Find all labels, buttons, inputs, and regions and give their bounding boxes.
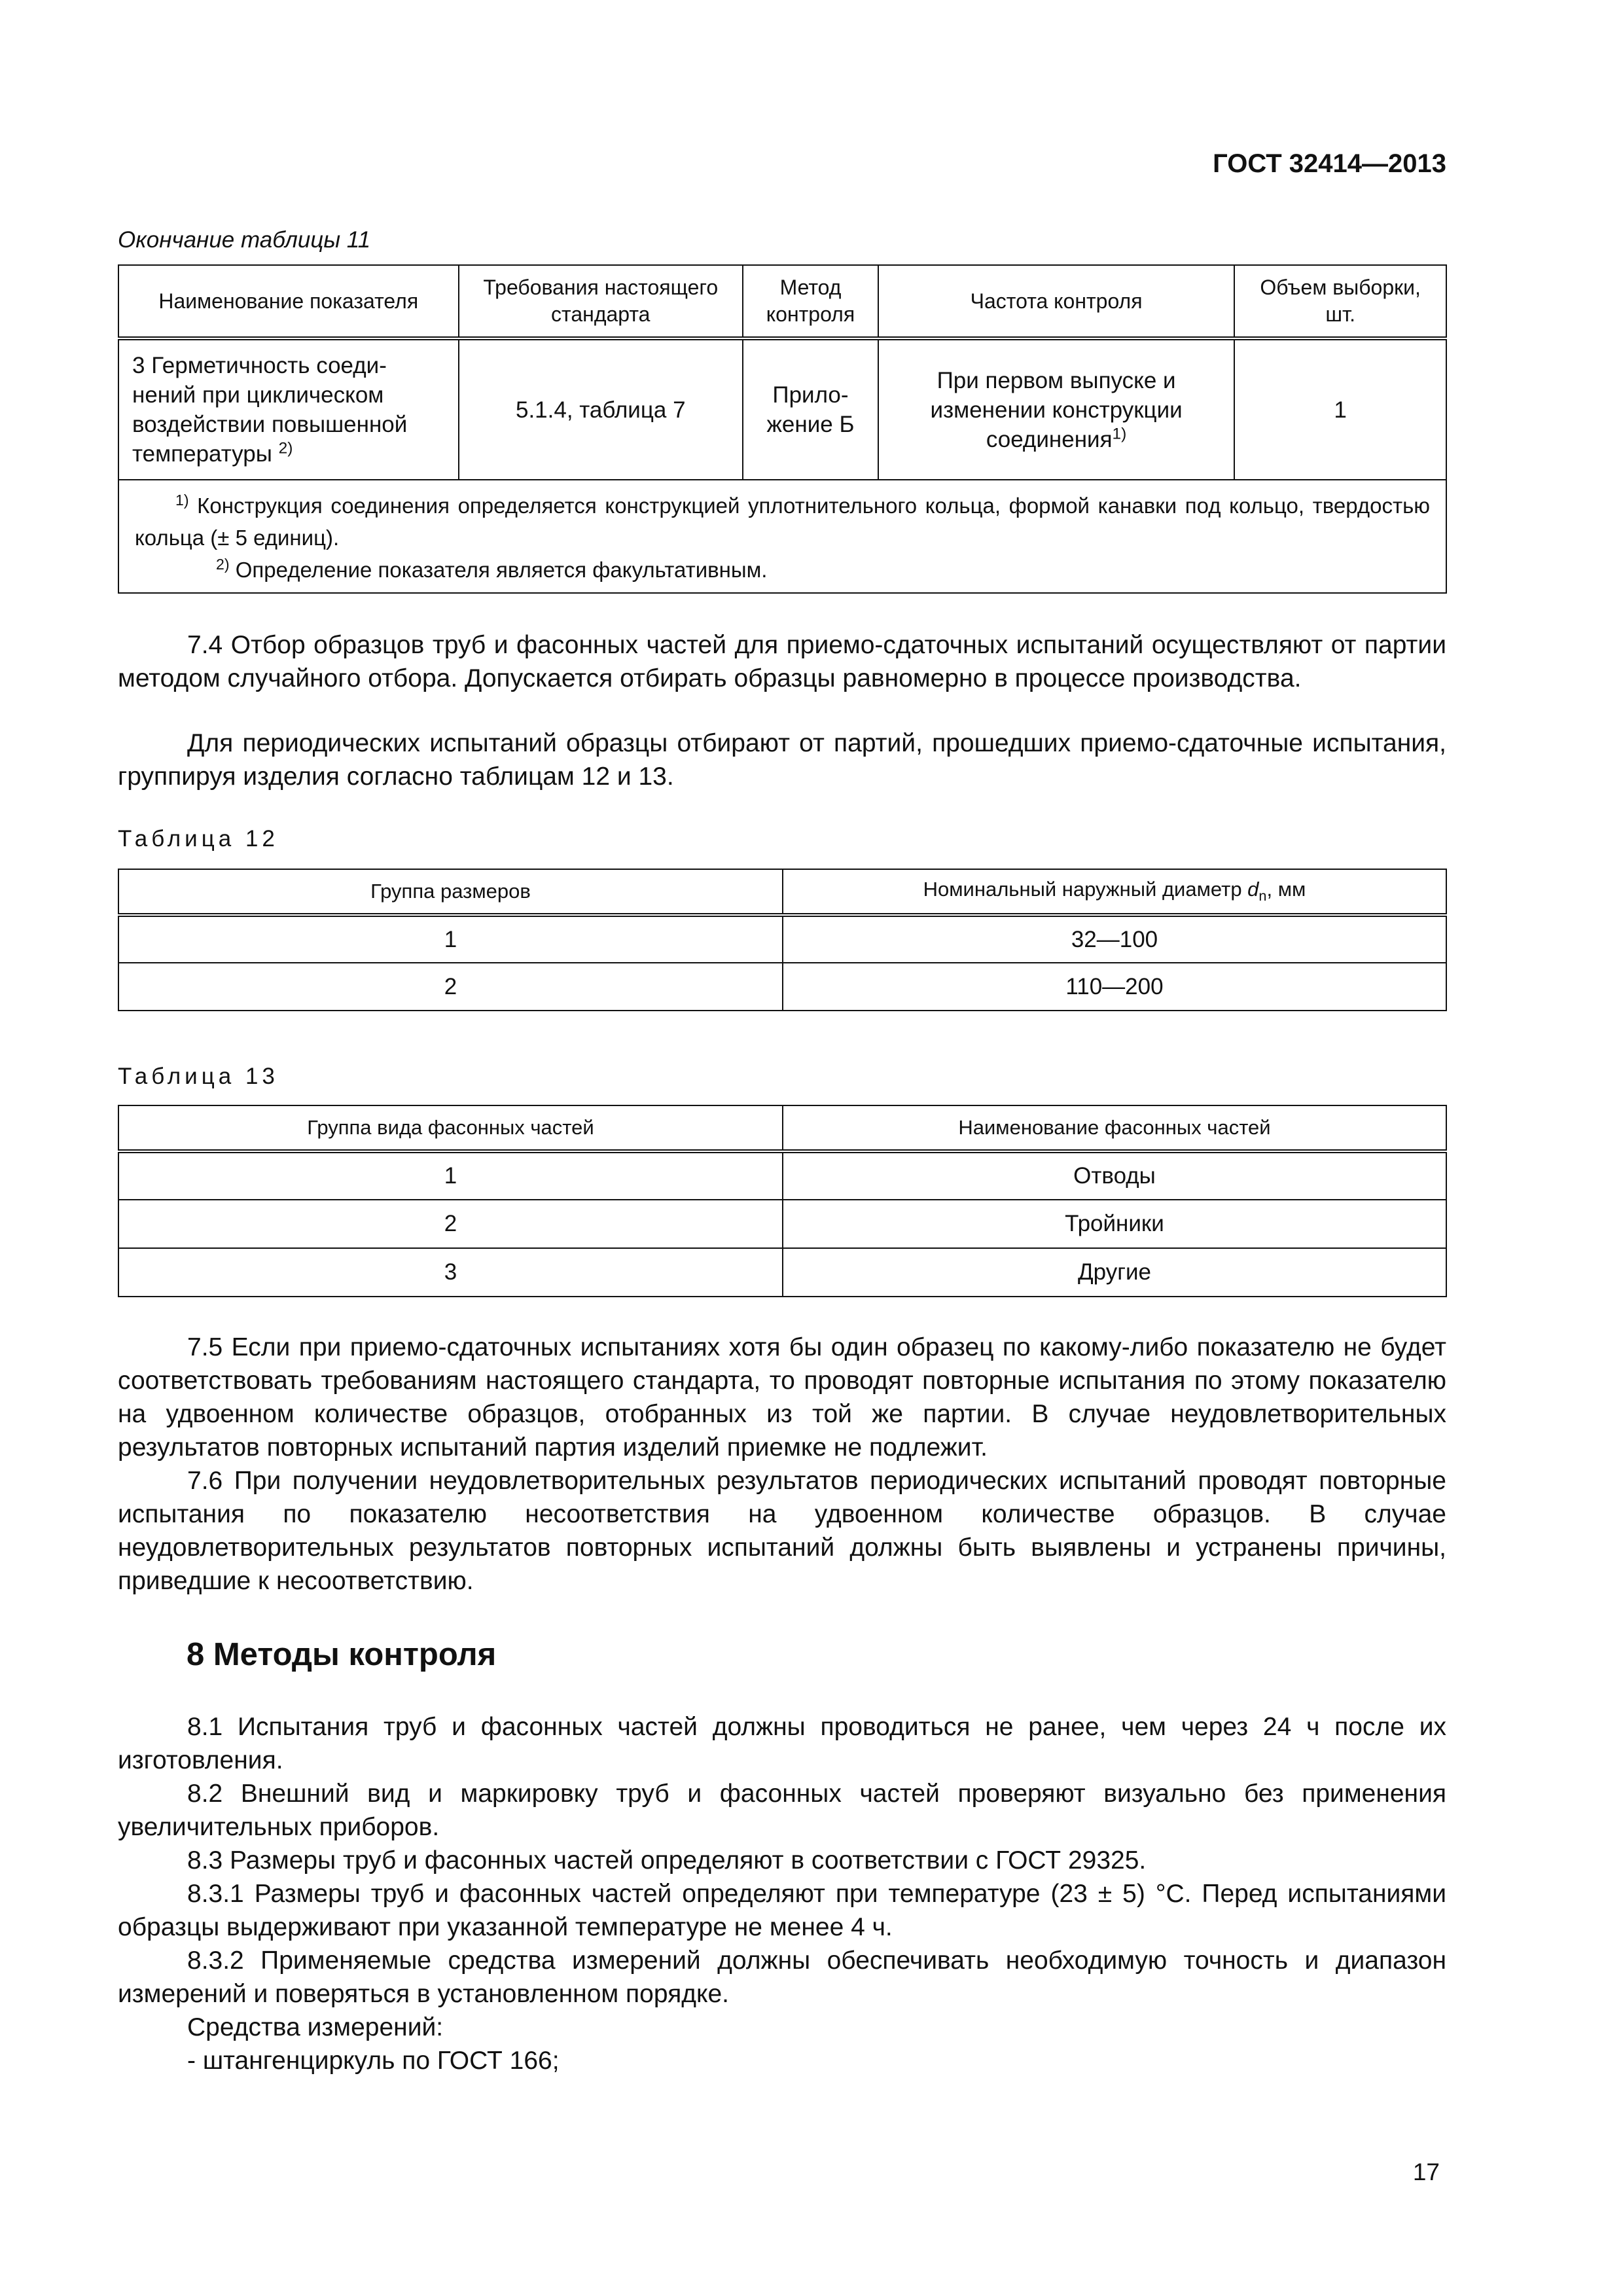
column-header: Частота контроля [878,265,1234,338]
paragraph-7-4-periodic: Для периодических испытаний образцы отбирают от партий, прошедших приемо-сдаточные испытания, группируя изделия согласно таблицам 12 и 13. [118,729,1446,791]
fitting-name-cell: Тройники [783,1200,1446,1248]
column-header: Метод контроля [743,265,878,338]
method-cell: Прило- жение Б [743,338,878,480]
table-notes [118,480,1446,593]
frequency-cell: При первом выпуске и изменении конструкции соединения$^{1)}$ [878,338,1234,480]
table11-caption: Окончание таблицы 11 [118,227,371,253]
table-row [118,338,1446,480]
note-1: $^{1)}$ Конструкция соединения определяется конструкцией уплотнительного кольца, формой канавки под кольцо, твердостью кольца (± 5 единиц). [135,492,1431,550]
note-2: $^{2)}$ Определение показателя является факультативным. [216,556,768,582]
table-row [118,915,1446,963]
group-cell: 1 [118,1151,783,1200]
instrument-item: - штангенциркуль по ГОСТ 166; [187,2047,560,2075]
requirement-cell: 5.1.4, таблица 7 [459,338,743,480]
paragraph-7-4: 7.4 Отбор образцов труб и фасонных частей для приемо-сдаточных испытаний осуществляют от партии методом случайного отбора. Допускается отбирать образцы равномерно в процессе производства. [118,631,1446,692]
table13-caption: Таблица 13 [118,1064,279,1089]
paragraph-8-3: 8.3 Размеры труб и фасонных частей определяют в соответствии с ГОСТ 29325. [187,1846,1147,1874]
column-header: Требования настоящего стандарта [459,265,743,338]
paragraph-8-3-2: 8.3.2 Применяемые средства измерений должны обеспечивать необходимую точность и диапазон измерений и поверяться в установленном порядке. [118,1946,1446,2008]
column-header: Группа вида фасонных частей [118,1105,783,1151]
page-number: 17 [1412,2159,1440,2185]
table-row [118,1200,1446,1248]
sample-cell: 1 [1234,338,1446,480]
group-cell: 3 [118,1248,783,1297]
paragraph-8-2: 8.2 Внешний вид и маркировку труб и фасонных частей проверяют визуально без применения увеличительных приборов. [118,1780,1446,1841]
standard-number: ГОСТ 32414—2013 [1213,149,1446,178]
fitting-name-cell: Другие [783,1248,1446,1297]
table-header-row [118,1105,1446,1151]
paragraph-7-6: 7.6 При получении неудовлетворительных результатов периодических испытаний проводят повторные испытания по показателю несоответствия на удвоенном количестве образцов. В случае неудовлетворительных результатов повторных испытаний должны быть выявлены и устранены причины, приведшие к несоответствию. [118,1467,1446,1595]
table-row [118,1248,1446,1297]
paragraph-8-1: 8.1 Испытания труб и фасонных частей должны проводиться не ранее, чем через 24 ч после их изготовления. [118,1713,1446,1774]
paragraph-7-5: 7.5 Если при приемо-сдаточных испытаниях хотя бы один образец по какому-либо показателю не будет соответствовать требованиям настоящего стандарта, то проводят повторные испытания по этому показателю на удвоенном количестве образцов, отобранных из той же партии. В случае неудовлетворительных результатов повторных испытаний партия изделий приемке не подлежит. [118,1333,1446,1462]
table-notes-row [118,480,1446,593]
diameter-cell: 110—200 [783,963,1446,1011]
table-header-row [118,265,1446,338]
diameter-cell: 32—100 [783,915,1446,963]
table-row [118,963,1446,1011]
group-cell: 2 [118,963,783,1011]
table-12 [118,869,1447,1011]
table-13 [118,1105,1447,1297]
paragraph-8-3-1: 8.3.1 Размеры труб и фасонных частей определяют при температуре (23 ± 5) °С. Перед испытаниями образцы выдерживают при указанной температуре не менее 4 ч. [118,1880,1446,1941]
column-header: Номинальный наружный диаметр $d_n$, мм [783,869,1446,915]
group-cell: 1 [118,915,783,963]
table-11 [118,264,1447,594]
instruments-label: Средства измерений: [187,2013,444,2041]
section-8-heading: 8 Методы контроля [187,1637,497,1672]
indicator-cell: 3 Герметичность соеди- нений при циклическом воздействии повышенной температуры $^{2)}$ [118,338,459,480]
column-header: Наименование показателя [118,265,459,338]
fitting-name-cell: Отводы [783,1151,1446,1200]
table-row [118,1151,1446,1200]
column-header: Группа размеров [118,869,783,915]
group-cell: 2 [118,1200,783,1248]
table12-caption: Таблица 12 [118,826,279,852]
column-header: Наименование фасонных частей [783,1105,1446,1151]
column-header: Объем выборки, шт. [1234,265,1446,338]
table-header-row [118,869,1446,915]
